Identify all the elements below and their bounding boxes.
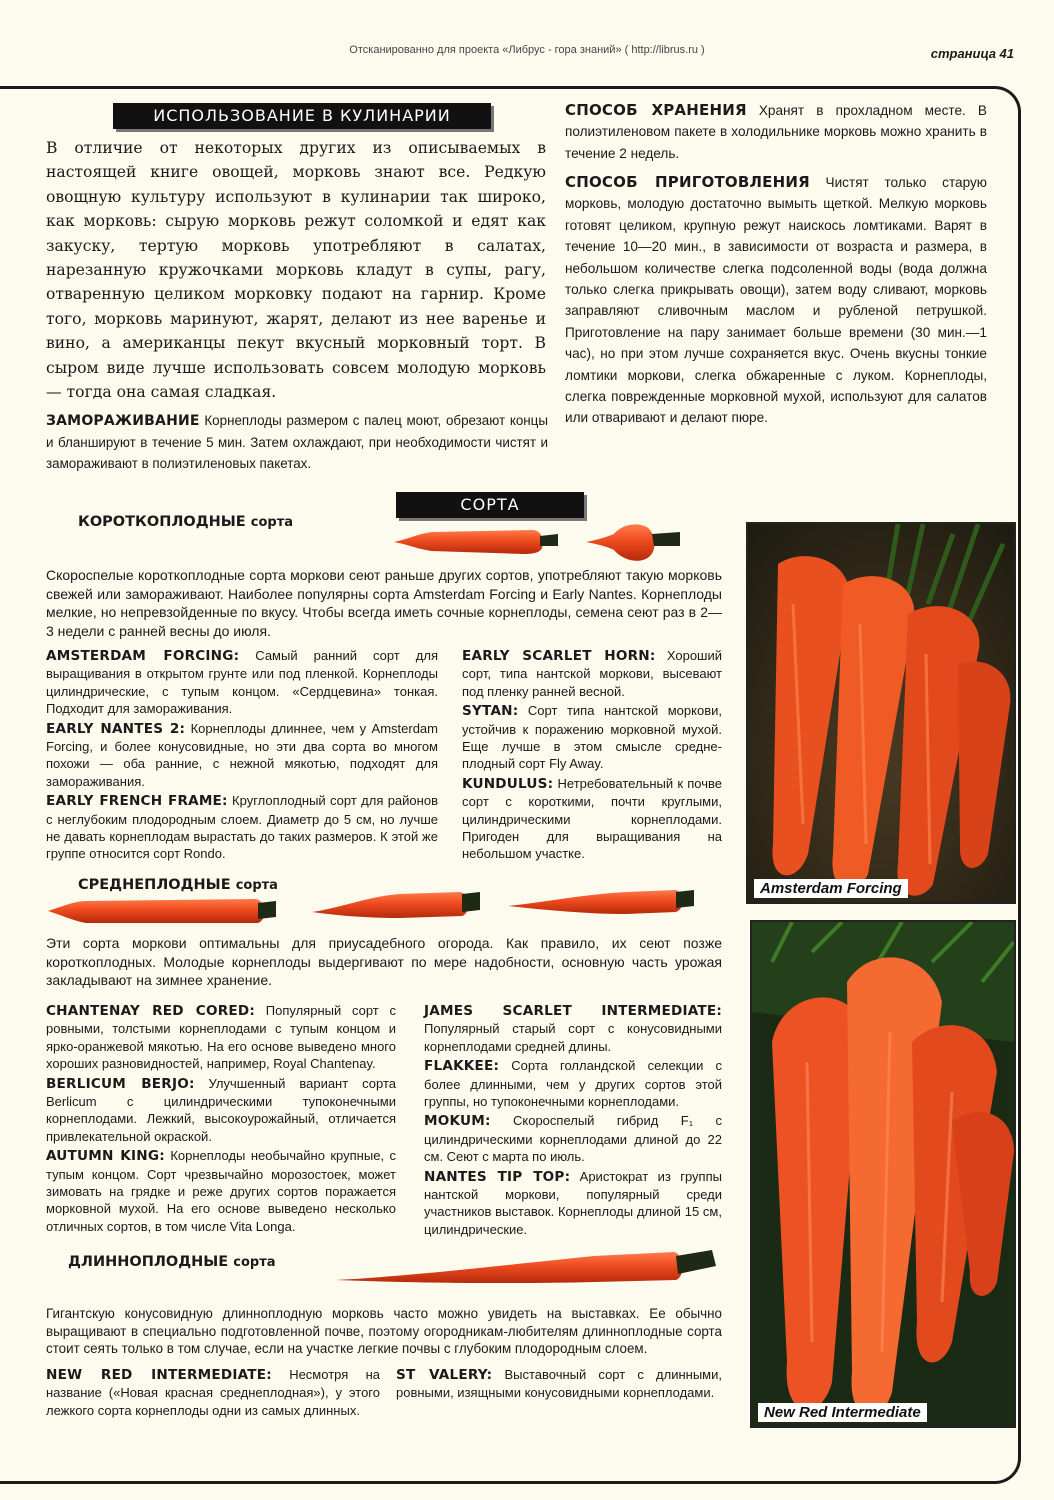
short-carrot-illustration-1 bbox=[392, 520, 560, 560]
storage-text: Хранят в прохладном месте. В полиэтиленовом пакете в холодильнике морковь можно хранить в течение 2 недель. bbox=[565, 103, 987, 161]
medium-title: СРЕДНЕПЛОДНЫЕ bbox=[78, 877, 231, 893]
photo-amsterdam-forcing bbox=[746, 522, 1016, 904]
photo-caption: Amsterdam Forcing bbox=[754, 879, 908, 898]
prep-paragraph bbox=[565, 172, 987, 429]
variety-entry: FLAKKEE: Сорта голландской селекции с более длинными, чем у других сортов этой группы, но тупоконечными корнеплодами. bbox=[424, 1058, 722, 1110]
variety-entry: AMSTERDAM FORCING: Самый ранний сорт для выращивания в открытом грунте или под пленкой. Корнеплоды цилиндрические, с тупым концом. «Сердцевина» тонкая. Подходит для замораживания. bbox=[46, 648, 438, 717]
short-title: КОРОТКОПЛОДНЫЕ bbox=[78, 514, 246, 530]
prep-title: СПОСОБ ПРИГОТОВЛЕНИЯ bbox=[565, 173, 810, 191]
long-right-list bbox=[396, 1366, 722, 1404]
freezing-text: Корнеплоды размером с палец моют, обрезают концы и бланшируют в течение 5 мин. Затем охлаждают, при необходимости чистят и замораживают в полиэтиленовых пакетах. bbox=[46, 413, 548, 471]
variety-entry: EARLY FRENCH FRAME: Круглоплодный сорт для районов с неглубоким плодородным слоем. Диаметр до 5 см, но лучше не давать корнеплодам вырастать до таких размеров. К этой же группе относится сорт Rondo. bbox=[46, 793, 438, 862]
photo-new-red-intermediate bbox=[750, 920, 1016, 1428]
medium-carrot-illustration-1 bbox=[46, 893, 278, 929]
medium-carrot-illustration-3 bbox=[506, 886, 696, 918]
photo-amsterdam-forcing-image bbox=[748, 524, 1014, 902]
cooking-banner: ИСПОЛЬЗОВАНИЕ В КУЛИНАРИИ bbox=[113, 103, 491, 129]
page-number: страница 41 bbox=[930, 46, 1014, 61]
medium-suffix: сорта bbox=[235, 878, 278, 893]
storage-paragraph bbox=[565, 100, 987, 164]
short-varieties-title bbox=[78, 514, 293, 530]
variety-entry: NANTES TIP TOP: Аристократ из группы нантской моркови, популярный среди участников выставок. Корнеплоды длиной 15 см, цилиндрические. bbox=[424, 1168, 722, 1237]
medium-right-list bbox=[424, 1002, 722, 1240]
medium-left-list bbox=[46, 1002, 396, 1237]
long-suffix: сорта bbox=[233, 1255, 276, 1270]
long-intro: Гигантскую конусовидную длинноплодную морковь часто можно увидеть на выставках. Ее обычно выращивают в специально подготовленной почве, поэтому огородникам-любителям длинноплодные сорта стоит сеять только в том случае, если на участке легкие почвы с глубоким плодородным слоем. bbox=[46, 1306, 722, 1357]
short-right-list bbox=[462, 647, 722, 865]
variety-entry: JAMES SCARLET INTERMEDIATE: Популярный старый сорт с конусовидными корнеплодами средней длины. bbox=[424, 1003, 722, 1054]
variety-entry: EARLY SCARLET HORN: Хороший сорт, типа нантской моркови, высевают под пленку ранней весной. bbox=[462, 648, 722, 699]
variety-entry: NEW RED INTERMEDIATE: Несмотря на название («Новая красная среднеплодная»), у этого лежкого сорта корнеплоды одни из самых длинных. bbox=[46, 1367, 380, 1418]
short-left-list bbox=[46, 647, 438, 865]
variety-entry: EARLY NANTES 2: Корнеплоды длиннее, чем у Amsterdam Forcing, и более конусовидные, но эти два сорта во многом похожи — оба ранние, с нежной мякотью, подходят для замораживания. bbox=[46, 720, 438, 789]
long-varieties-title bbox=[68, 1254, 276, 1270]
variety-entry: CHANTENAY RED CORED: Популярный сорт с ровными, толстыми корнеплодами с тупым концом и ярко-оранжевой мякотью. На его основе выведено много хороших разновидностей, например, Royal Chantenay. bbox=[46, 1003, 396, 1072]
variety-entry: ST VALERY: Выставочный сорт с длинными, ровными, изящными конусовидными корнеплодами. bbox=[396, 1367, 722, 1401]
short-intro: Скороспелые короткоплодные сорта моркови сеют раньше других сортов, употребляют такую морковь свежей или замораживают. Наиболее популярны сорта Amsterdam Forcing и Early Nantes. Корнеплоды мелкие, но непревзойденные по вкусу. Чтобы всегда иметь сочные корнеплоды, семена сеют раз в 2—3 недели с ранней весны до июля. bbox=[46, 567, 722, 639]
cooking-intro: В отличие от некоторых других из описываемых в настоящей книге овощей, морковь знают все. Редкую овощную культуру используют в кулинарии так широко, как морковь: сырую морковь режут соломкой и едят как закуску, тертую морковь употребляют в салатах, нарезанную кружочками морковь кладут в супы, рагу, отваренную целиком морковку подают на гарнир. Кроме того, морковь маринуют, жарят, делают из нее варенье и вино, а американцы пекут вкусный морковный торт. В сыром виде лучше использовать совсем молодую морковь — тогда она самая сладкая. bbox=[46, 139, 546, 402]
freezing-paragraph bbox=[46, 410, 548, 474]
variety-entry: AUTUMN KING: Корнеплоды необычайно крупные, с тупым концом. Сорт чрезвычайно морозостоек, может зимовать на грядке и реже других сортов поражается морковной мухой. На его основе выведено несколько отличных сортов, в том числе Vita Longa. bbox=[46, 1148, 396, 1234]
long-left-list bbox=[46, 1366, 380, 1421]
varieties-banner: СОРТА bbox=[396, 492, 584, 518]
short-carrot-illustration-2 bbox=[584, 516, 684, 564]
scan-note: Отсканированно для проекта «Либрус - гора знаний» ( http://librus.ru ) bbox=[349, 44, 705, 56]
short-suffix: сорта bbox=[250, 515, 293, 530]
medium-varieties-title bbox=[78, 877, 278, 893]
prep-text: Чистят только старую морковь, молодую достаточно вымыть щеткой. Мелкую морковь готовят целиком, крупную режут наискось ломтиками. Варят в течение 10—20 мин., в зависимости от возраста и размера, в небольшом количестве слегка подсоленной воды (вода должна только слегка прикрывать овощи), затем воду сливают, морковь заправляют сливочным маслом и рубленой петрушкой. Приготовление на пару занимает больше времени (30 мин.—1 час), но при этом лучше сохраняется вкус. Очень вкусны тонкие ломтики моркови, слегка обжаренные с луком. Корнеплоды, слегка поврежденные морковной мухой, используют для салатов или отваривают и делают пюре. bbox=[565, 175, 987, 426]
variety-entry: MOKUM: Скороспелый гибрид F₁ с цилиндрическими корнеплодами длиной до 22 см. Сеют с марта по июль. bbox=[424, 1113, 722, 1165]
long-title: ДЛИННОПЛОДНЫЕ bbox=[68, 1254, 229, 1270]
medium-intro: Эти сорта моркови оптимальны для приусадебного огорода. Как правило, их сеют позже короткоплодных. Молодые корнеплоды выдергивают по мере надобности, основную часть урожая закладывают на зимнее хранение. bbox=[46, 935, 722, 989]
long-carrot-illustration bbox=[334, 1248, 718, 1288]
photo-caption: New Red Intermediate bbox=[758, 1403, 927, 1422]
variety-entry: KUNDULUS: Нетребовательный к почве сорт с короткими, почти круглыми, цилиндрическими корнеплодами. Пригоден для выращивания на небольшом участке. bbox=[462, 775, 722, 862]
medium-carrot-illustration-2 bbox=[310, 888, 482, 924]
variety-entry: BERLICUM BERJO: Улучшенный вариант сорта Berlicum с цилиндрическими тупоконечными корнеплодами. Лежкий, высокоурожайный, отличается привлекательной окраской. bbox=[46, 1075, 396, 1144]
storage-title: СПОСОБ ХРАНЕНИЯ bbox=[565, 101, 747, 119]
variety-entry: SYTAN: Сорт типа нантской моркови, устойчив к поражению морковной мухой. Еще лучше в этом смысле среднеплодный сорт Fly Away. bbox=[462, 703, 722, 772]
photo-new-red-intermediate-image bbox=[752, 922, 1014, 1426]
freezing-title: ЗАМОРАЖИВАНИЕ bbox=[46, 413, 200, 429]
